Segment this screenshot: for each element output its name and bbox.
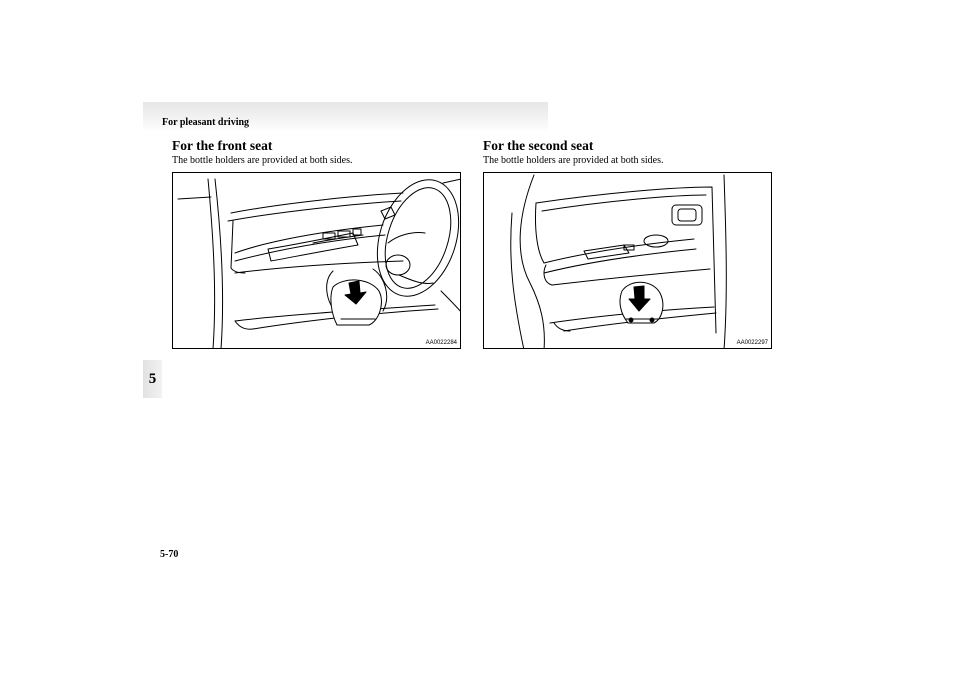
section-title: For pleasant driving	[162, 117, 250, 128]
rear-figure-code: AA0022297	[736, 340, 768, 346]
front-door-illustration	[172, 172, 461, 349]
rear-door-drawing	[484, 173, 772, 349]
second-seat-heading: For the second seat	[483, 138, 594, 153]
chapter-number: 5	[148, 370, 157, 387]
front-figure-code: AA0022284	[425, 340, 457, 346]
rear-door-illustration	[483, 172, 772, 349]
front-seat-description: The bottle holders are provided at both sides.	[172, 155, 353, 166]
page-number: 5-70	[160, 549, 179, 560]
chapter-tab	[143, 360, 162, 398]
front-seat-heading: For the front seat	[172, 138, 273, 153]
second-seat-description: The bottle holders are provided at both sides.	[483, 155, 664, 166]
front-door-drawing	[173, 173, 461, 349]
